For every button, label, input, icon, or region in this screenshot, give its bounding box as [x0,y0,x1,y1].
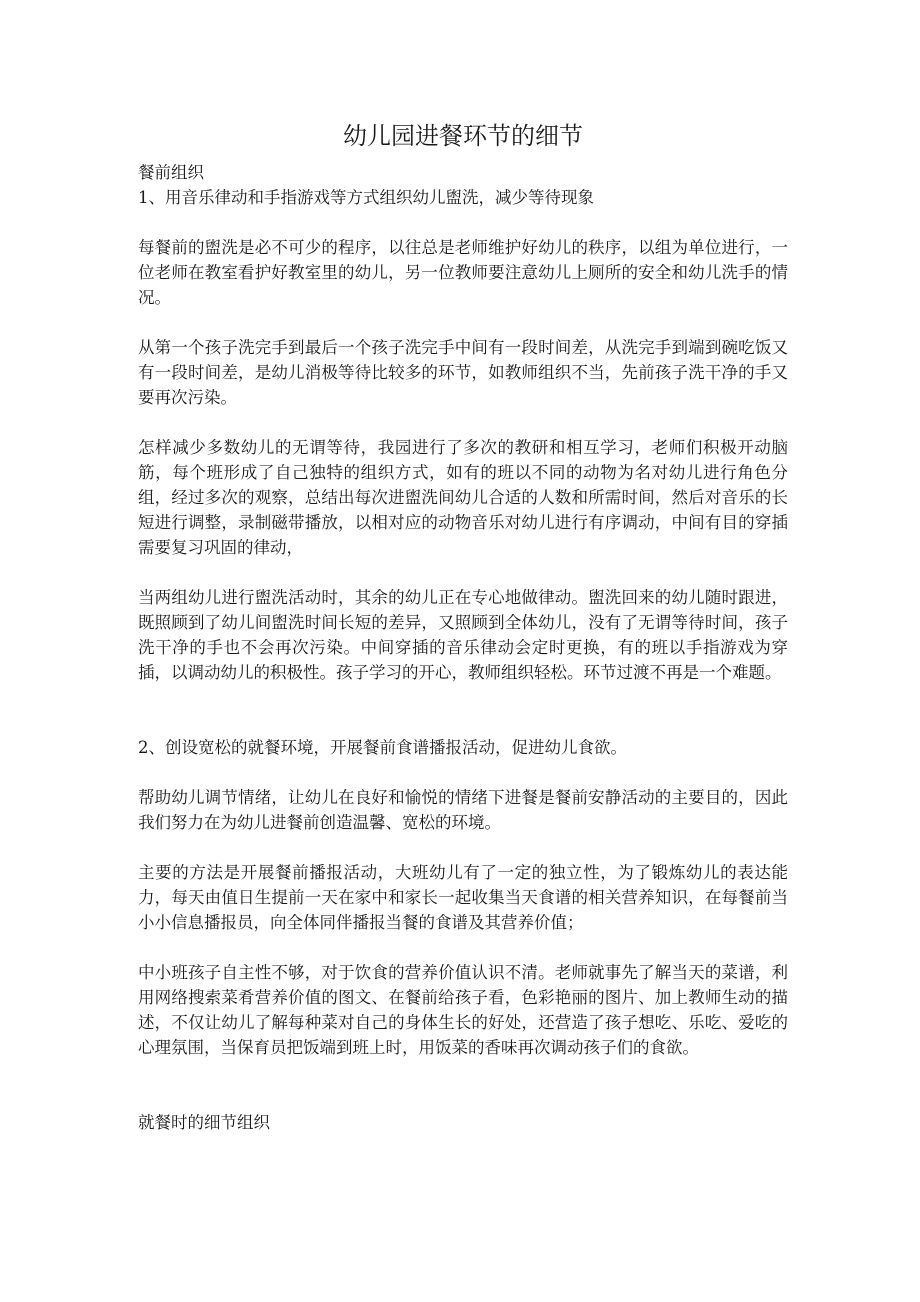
paragraph-time-gap: 从第一个孩子洗完手到最后一个孩子洗完手中间有一段时间差，从洗完手到端到碗吃饭又有一段时间差，是幼儿消极等待比较多的环节，如教师组织不当，先前孩子洗干净的手又要再次污染。 [138,338,788,407]
spacer [138,685,788,735]
spacer [138,760,788,785]
spacer [138,1060,788,1110]
section-heading-during-meal: 就餐时的细节组织 [138,1113,270,1132]
spacer [138,410,788,435]
document-title: 幼儿园进餐环节的细节 [343,122,583,150]
list-item-2: 2、创设宽松的就餐环境，开展餐前食谱播报活动，促进幼儿食欲。 [138,738,627,757]
spacer [138,310,788,335]
spacer [138,210,788,235]
document-page [138,118,788,1135]
list-item-1: 1、用音乐律动和手指游戏等方式组织幼儿盥洗，减少等待现象 [138,188,594,207]
spacer [138,835,788,860]
paragraph-group-rhythm: 当两组幼儿进行盥洗活动时，其余的幼儿正在专心地做律动。盥洗回来的幼儿随时跟进，既照顾到了幼儿间盥洗时间长短的差异，又照顾到全体幼儿，没有了无谓等待时间，孩子洗干净的手也不会再次污染。中间穿插的音乐律动会定时更换，有的班以手指游戏为穿插，以调动幼儿的积极性。孩子学习的开心，教师组织轻松。环节过渡不再是一个难题。 [138,588,788,682]
paragraph-washing-procedure: 每餐前的盥洗是必不可少的程序，以往总是老师维护好幼儿的秩序，以组为单位进行，一位老师在教室看护好教室里的幼儿，另一位教师要注意幼儿上厕所的安全和幼儿洗手的情况。 [138,238,788,307]
paragraph-emotion: 帮助幼儿调节情绪，让幼儿在良好和愉悦的情绪下进餐是餐前安静活动的主要目的，因此我们努力在为幼儿进餐前创造温馨、宽松的环境。 [138,788,788,832]
spacer [138,935,788,960]
paragraph-reduce-waiting: 怎样减少多数幼儿的无谓等待，我园进行了多次的教研和相互学习，老师们积极开动脑筋，每个班形成了自己独特的组织方式，如有的班以不同的动物为名对幼儿进行角色分组，经过多次的观察，总结出每次进盥洗间幼儿合适的人数和所需时间，然后对音乐的长短进行调整，录制磁带播放，以相对应的动物音乐对幼儿进行有序调动，中间有目的穿插需要复习巩固的律动， [138,438,788,557]
spacer [138,560,788,585]
paragraph-broadcast: 主要的方法是开展餐前播报活动，大班幼儿有了一定的独立性，为了锻炼幼儿的表达能力，每天由值日生提前一天在家中和家长一起收集当天食谱的相关营养知识，在每餐前当小小信息播报员，向全体同伴播报当餐的食谱及其营养价值； [138,863,788,932]
paragraph-small-classes: 中小班孩子自主性不够，对于饮食的营养价值认识不清。老师就事先了解当天的菜谱，利用网络搜索菜肴营养价值的图文、在餐前给孩子看，色彩艳丽的图片、加上教师生动的描述，不仅让幼儿了解每种菜对自己的身体生长的好处，还营造了孩子想吃、乐吃、爱吃的心理氛围，当保育员把饭端到班上时，用饭菜的香味再次调动孩子们的食欲。 [138,963,788,1057]
section-heading-pre-meal: 餐前组织 [138,163,204,182]
